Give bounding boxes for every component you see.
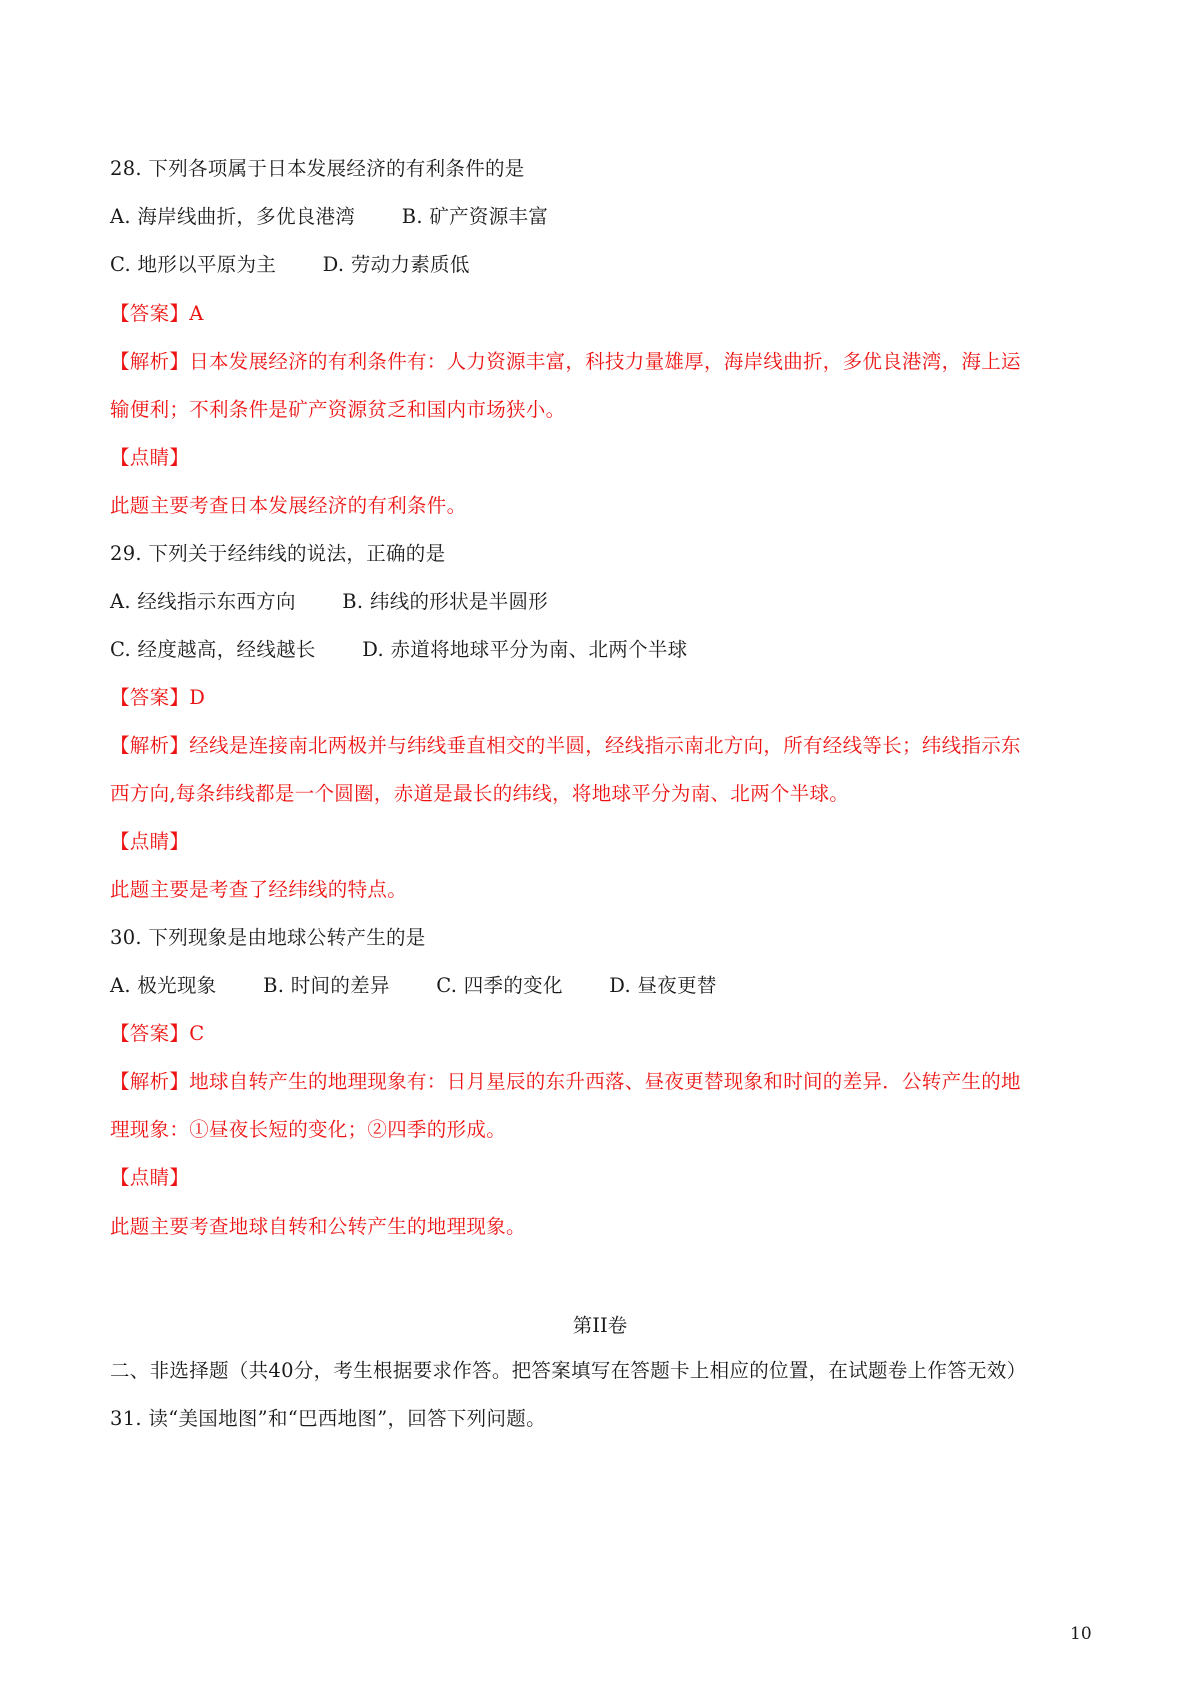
option-d: D. 昼夜更替 — [609, 974, 717, 997]
option-b: B. 矿产资源丰富 — [401, 205, 549, 228]
answer-value: C — [189, 1022, 205, 1045]
answer-value: A — [189, 302, 204, 325]
question-30-answer — [110, 1020, 204, 1048]
option-b: B. 纬线的形状是半圆形 — [342, 590, 549, 613]
option-c: C. 地形以平原为主 — [110, 253, 277, 276]
question-30-tip: 此题主要考查地球自转和公转产生的地理现象。 — [110, 1215, 526, 1238]
question-30-analysis-line-1: 【解析】地球自转产生的地理现象有：日月星辰的东升西落、昼夜更替现象和时间的差异．公转产生的地 — [110, 1070, 1021, 1093]
question-29-tip: 此题主要是考查了经纬线的特点。 — [110, 878, 408, 901]
question-28-answer — [110, 300, 204, 328]
section-title: 第II卷 — [572, 1314, 628, 1337]
answer-tag: 【答案】 — [110, 1022, 190, 1045]
question-29-analysis-line-1: 【解析】经线是连接南北两极并与纬线垂直相交的半圆，经线指示南北方向，所有经线等长；纬线指示东 — [110, 734, 1021, 757]
question-29-options-row-1 — [110, 588, 548, 616]
question-28-tip: 此题主要考查日本发展经济的有利条件。 — [110, 494, 467, 517]
option-d: D. 赤道将地球平分为南、北两个半球 — [362, 638, 688, 661]
answer-tag: 【答案】 — [110, 686, 190, 709]
question-28-tip-tag: 【点睛】 — [110, 446, 190, 469]
option-c: C. 四季的变化 — [436, 974, 563, 997]
question-28-analysis-line-1: 【解析】日本发展经济的有利条件有：人力资源丰富，科技力量雄厚，海岸线曲折，多优良港湾，海上运 — [110, 350, 1021, 373]
option-c: C. 经度越高，经线越长 — [110, 638, 316, 661]
page-number: 10 — [1070, 1624, 1092, 1644]
answer-value: D — [189, 686, 206, 709]
question-30-options-row-1 — [110, 972, 717, 1000]
question-31-stem: 31. 读“美国地图”和“巴西地图”，回答下列问题。 — [110, 1407, 546, 1430]
question-28-options-row-1 — [110, 203, 548, 231]
question-28-analysis-line-2: 输便利；不利条件是矿产资源贫乏和国内市场狭小。 — [110, 398, 566, 421]
option-a: A. 海岸线曲折，多优良港湾 — [110, 205, 356, 228]
question-30-stem: 30. 下列现象是由地球公转产生的是 — [110, 926, 426, 949]
question-30-analysis-line-2: 理现象：①昼夜长短的变化；②四季的形成。 — [110, 1118, 507, 1141]
answer-tag: 【答案】 — [110, 302, 190, 325]
question-29-tip-tag: 【点睛】 — [110, 830, 190, 853]
question-29-answer — [110, 684, 205, 712]
section-heading: 二、非选择题（共40分，考生根据要求作答。把答案填写在答题卡上相应的位置，在试题卷上作答无效） — [110, 1359, 1027, 1382]
question-29-options-row-2 — [110, 636, 687, 664]
question-28-options-row-2 — [110, 251, 470, 279]
option-a: A. 经线指示东西方向 — [110, 590, 296, 613]
question-30-tip-tag: 【点睛】 — [110, 1166, 190, 1189]
option-d: D. 劳动力素质低 — [322, 253, 470, 276]
question-28-stem: 28. 下列各项属于日本发展经济的有利条件的是 — [110, 157, 525, 180]
question-29-stem: 29. 下列关于经纬线的说法，正确的是 — [110, 542, 446, 565]
option-b: B. 时间的差异 — [263, 974, 390, 997]
question-29-analysis-line-2: 西方向,每条纬线都是一个圆圈，赤道是最长的纬线，将地球平分为南、北两个半球。 — [110, 782, 850, 805]
option-a: A. 极光现象 — [110, 974, 217, 997]
